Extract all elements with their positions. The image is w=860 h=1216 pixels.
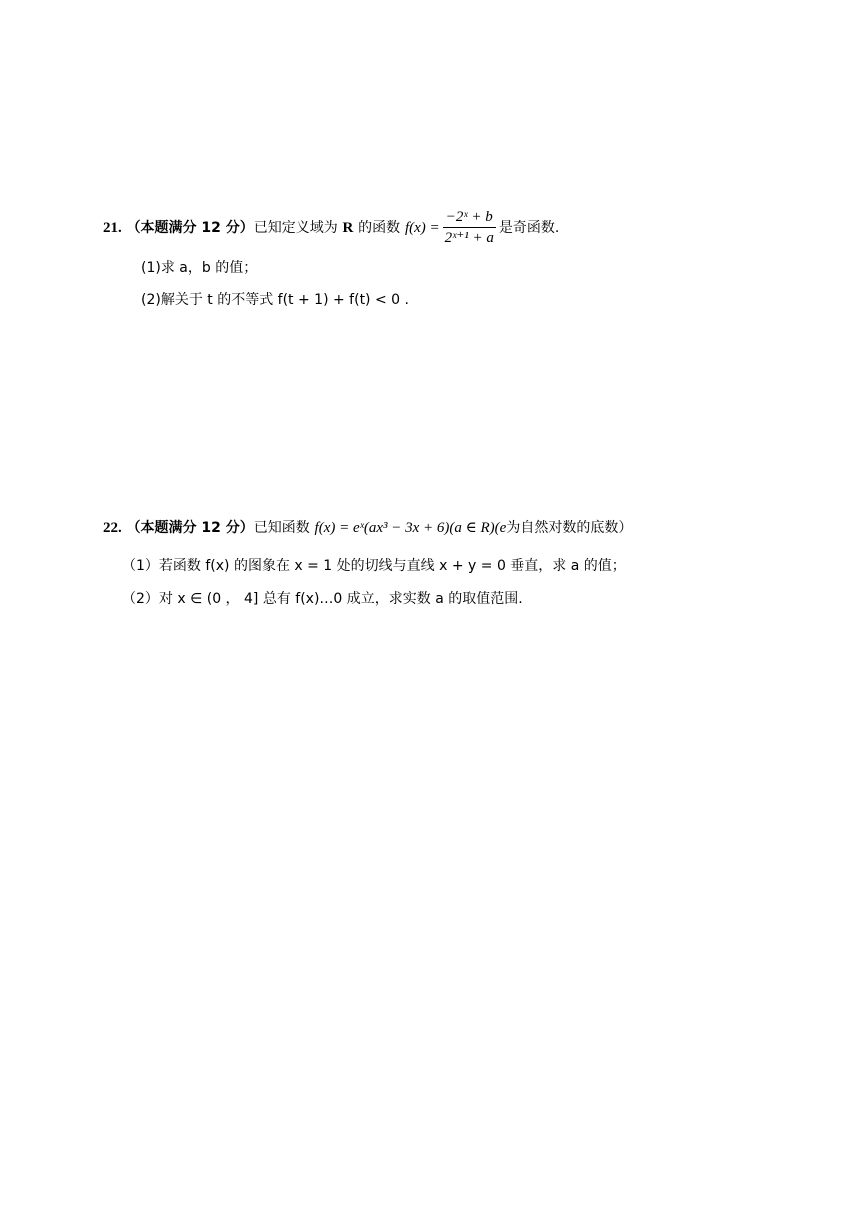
stem-text: 是奇函数. [498, 220, 560, 236]
set-symbol: R [342, 220, 354, 236]
problem-21-stem [103, 208, 559, 248]
stem-text: 的函数 [358, 220, 401, 236]
problem-number: 21. [103, 220, 122, 236]
function-name: f(x) = [404, 220, 440, 236]
stem-text: 已知定义域为 [253, 220, 338, 236]
function-formula: f(x) = eˣ(ax³ − 3x + 6)(a ∈ R)(e [314, 520, 507, 536]
stem-text: 为自然对数的底数） [506, 520, 633, 536]
stem-text: 已知函数 [253, 520, 310, 536]
sub-question-1: （1）若函数 f(x) 的图象在 x = 1 处的切线与直线 x + y = 0 垂直，求 a 的值； [122, 558, 626, 574]
sub-question-1: (1)求 a，b 的值； [141, 260, 258, 276]
problem-22-stem [103, 517, 632, 538]
fraction-numerator: −2ˣ + b [443, 208, 496, 228]
fraction [443, 208, 496, 247]
score-tag: （本题满分 12 分） [126, 520, 254, 536]
fraction-denominator: 2ˣ⁺¹ + a [444, 229, 494, 246]
score-tag: （本题满分 12 分） [126, 220, 254, 236]
problem-number: 22. [103, 520, 122, 536]
sub-question-2: （2）对 x ∈ (0 ， 4] 总有 f(x)…0 成立，求实数 a 的取值范围. [122, 591, 523, 607]
sub-question-2: (2)解关于 t 的不等式 f(t + 1) + f(t) < 0 . [141, 292, 409, 308]
